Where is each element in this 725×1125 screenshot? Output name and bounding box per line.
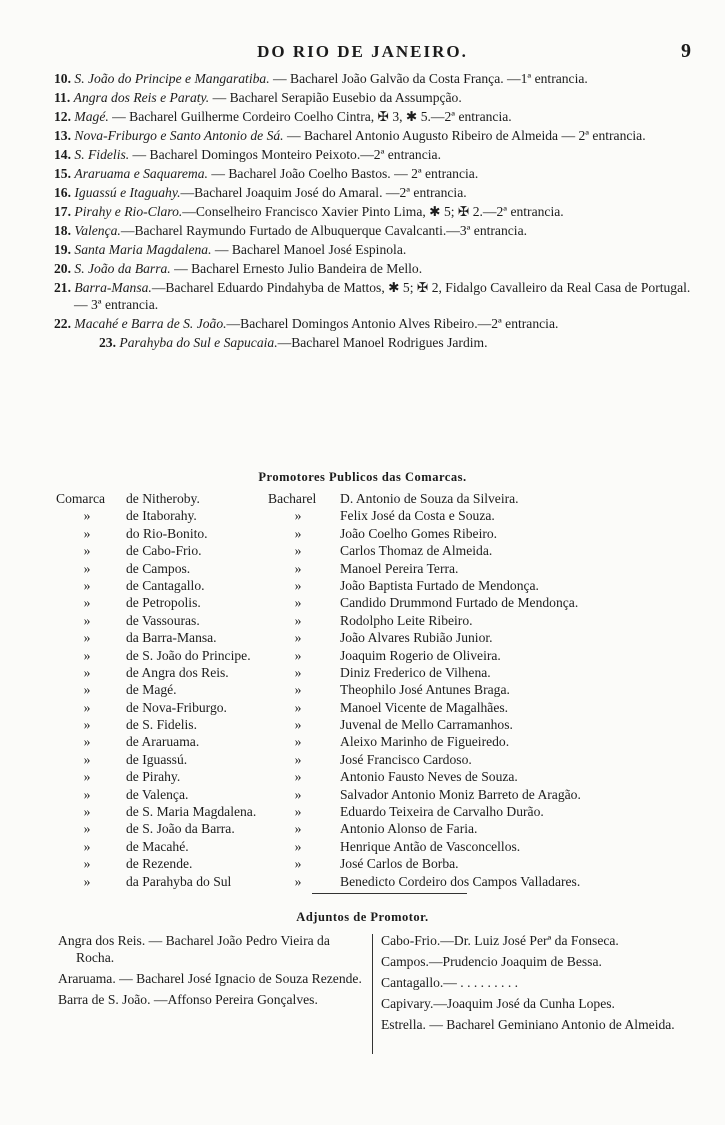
entry-item — [54, 241, 694, 258]
comarca-name: de Iguassú. — [126, 751, 188, 767]
promotor-name: Theophilo José Antunes Braga. — [340, 682, 510, 698]
ditto-mark: » — [294, 699, 302, 715]
ditto-mark: » — [294, 664, 302, 680]
table-row — [56, 716, 686, 733]
entry-item — [54, 70, 694, 87]
comarca-name: de Cantagallo. — [126, 577, 205, 593]
column-rule — [372, 934, 373, 1054]
adjunto-entry: Araruama. — Bacharel José Ignacio de Souza Rezende. — [58, 971, 362, 986]
promotor-name: Manoel Vicente de Magalhães. — [340, 699, 509, 715]
entry-item — [54, 260, 694, 277]
ditto-mark: » — [83, 612, 91, 628]
entry-number: 21. — [54, 280, 71, 295]
entry-place: Santa Maria Magdalena. — [74, 242, 212, 257]
promotor-name: Juvenal de Mello Carramanhos. — [340, 717, 513, 733]
promotor-name: Eduardo Teixeira de Carvalho Durão. — [340, 804, 544, 820]
adjunto-entry: Campos.—Prudencio Joaquim de Bessa. — [381, 954, 602, 969]
ditto-mark: » — [83, 543, 91, 559]
ditto-mark: » — [294, 577, 302, 593]
ditto-mark: » — [294, 508, 302, 524]
promotor-name: Rodolpho Leite Ribeiro. — [340, 612, 473, 628]
table-row — [56, 733, 686, 750]
entry-number: 20. — [54, 261, 71, 276]
ditto-mark: » — [294, 873, 302, 889]
entry-place: Magé. — [74, 109, 109, 124]
entry-place: Macahé e Barra de S. João. — [74, 316, 227, 331]
comarca-name: de Magé. — [126, 682, 177, 698]
entry-item — [54, 184, 694, 201]
entry-item — [54, 279, 694, 313]
promotores-table — [56, 490, 686, 890]
adjunto-entry: Cantagallo.— . . . . . . . . . — [381, 975, 519, 990]
entry-text: — Bacharel Antonio Augusto Ribeiro de Almeida — 2ª entrancia. — [283, 128, 646, 143]
table-row — [56, 629, 686, 646]
ditto-mark: » — [294, 804, 302, 820]
table-row — [56, 560, 686, 577]
comarca-name: de Araruama. — [126, 734, 200, 750]
ditto-mark: » — [83, 525, 91, 541]
ditto-mark: » — [294, 612, 302, 628]
entry-text: — Bacharel Serapião Eusebio da Assumpção. — [209, 90, 462, 105]
comarca-label: Comarca — [56, 491, 106, 506]
entry-place: Barra-Mansa. — [74, 280, 152, 295]
adjunto-entry: Cabo-Frio.—Dr. Luiz José Perª da Fonseca. — [381, 933, 619, 948]
entry-text: —Bacharel Raymundo Furtado de Albuquerque Cavalcanti.—3ª entrancia. — [120, 223, 527, 238]
entry-place: Iguassú e Itaguahy. — [74, 185, 181, 200]
promotor-name: Felix José da Costa e Souza. — [340, 508, 495, 524]
entry-place: Valença. — [74, 223, 121, 238]
table-row — [56, 612, 686, 629]
table-row — [56, 542, 686, 559]
promotor-name: Candido Drummond Furtado de Mendonça. — [340, 595, 579, 611]
comarca-name: de Itaborahy. — [126, 508, 197, 524]
entry-text: — Bacharel Domingos Monteiro Peixoto.—2ª entrancia. — [129, 147, 441, 162]
comarca-name: da Parahyba do Sul — [126, 873, 232, 889]
table-row — [56, 664, 686, 681]
adjuntos-left-column — [58, 932, 366, 1012]
ditto-mark: » — [83, 786, 91, 802]
ditto-mark: » — [83, 821, 91, 837]
ditto-mark: » — [83, 838, 91, 854]
ditto-mark: » — [83, 804, 91, 820]
comarca-name: de Campos. — [126, 560, 191, 576]
promotor-name: João Coelho Gomes Ribeiro. — [340, 525, 498, 541]
entry-text: —Bacharel Domingos Antonio Alves Ribeiro.—2ª entrancia. — [226, 316, 559, 331]
entry-number: 10. — [54, 71, 71, 86]
promotor-name: Salvador Antonio Moniz Barreto de Aragão. — [340, 786, 581, 802]
comarca-name: de Macahé. — [126, 838, 189, 854]
entry-item — [54, 165, 694, 182]
ditto-mark: » — [294, 630, 302, 646]
table-row — [56, 838, 686, 855]
ditto-mark: » — [83, 717, 91, 733]
entry-item — [54, 315, 694, 332]
ditto-mark: » — [83, 595, 91, 611]
table-row — [56, 786, 686, 803]
comarca-name: de Angra dos Reis. — [126, 664, 229, 680]
entry-number: 22. — [54, 316, 71, 331]
ditto-mark: » — [83, 856, 91, 872]
ditto-mark: » — [294, 821, 302, 837]
entry-number: 11. — [54, 90, 71, 105]
promotor-name: Joaquim Rogerio de Oliveira. — [340, 647, 501, 663]
ditto-mark: » — [294, 682, 302, 698]
entry-number: 23. — [99, 335, 116, 350]
ditto-mark: » — [294, 786, 302, 802]
table-row — [56, 647, 686, 664]
table-row — [56, 681, 686, 698]
ditto-mark: » — [83, 873, 91, 889]
adjunto-entry: Capivary.—Joaquim José da Cunha Lopes. — [381, 996, 615, 1011]
promotor-name: José Carlos de Borba. — [340, 856, 459, 872]
comarca-judges-list — [54, 70, 694, 353]
comarca-name: de Valença. — [126, 786, 189, 802]
table-row — [56, 803, 686, 820]
entry-number: 13. — [54, 128, 71, 143]
comarca-name: de Nova-Friburgo. — [126, 699, 227, 715]
entry-place: Angra dos Reis e Paraty. — [73, 90, 210, 105]
ditto-mark: » — [294, 543, 302, 559]
adjunto-entry: Barra de S. João. —Affonso Pereira Gonçalves. — [58, 992, 318, 1007]
entry-text: —Conselheiro Francisco Xavier Pinto Lima, ✱ 5; ✠ 2.—2ª entrancia. — [182, 204, 564, 219]
ditto-mark: » — [294, 734, 302, 750]
table-row — [56, 699, 686, 716]
entry-number: 18. — [54, 223, 71, 238]
table-row — [56, 490, 686, 507]
section-divider — [312, 893, 467, 894]
entry-text: —Bacharel Eduardo Pindahyba de Mattos, ✱ 5; ✠ 2, Fidalgo Cavalleiro da Real Casa de Portugal. — 3ª entrancia. — [74, 280, 691, 312]
entry-text: — Bacharel João Coelho Bastos. — 2ª entrancia. — [207, 166, 479, 181]
promotor-name: Antonio Fausto Neves de Souza. — [340, 769, 518, 785]
comarca-name: de S. Maria Magdalena. — [126, 804, 257, 820]
entry-text: — Bacharel Ernesto Julio Bandeira de Mello. — [170, 261, 423, 276]
entry-number: 17. — [54, 204, 71, 219]
ditto-mark: » — [83, 751, 91, 767]
table-row — [56, 525, 686, 542]
entry-place: S. Fidelis. — [74, 147, 130, 162]
promotor-name: Aleixo Marinho de Figueiredo. — [340, 734, 510, 750]
promotor-name: Henrique Antão de Vasconcellos. — [340, 838, 521, 854]
adjunto-entry: Estrella. — Bacharel Geminiano Antonio de Almeida. — [381, 1017, 675, 1032]
comarca-name: de S. Fidelis. — [126, 717, 197, 733]
entry-place: S. João da Barra. — [74, 261, 171, 276]
comarca-name: de S. João da Barra. — [126, 821, 235, 837]
ditto-mark: » — [294, 560, 302, 576]
entry-place: Nova-Friburgo e Santo Antonio de Sá. — [74, 128, 284, 143]
entry-place: Araruama e Saquarema. — [74, 166, 208, 181]
entry-item — [54, 146, 694, 163]
ditto-mark: » — [294, 647, 302, 663]
promotor-name: João Baptista Furtado de Mendonça. — [340, 577, 539, 593]
comarca-name: da Barra-Mansa. — [126, 630, 217, 646]
ditto-mark: » — [83, 734, 91, 750]
entry-place: Pirahy e Rio-Claro. — [74, 204, 183, 219]
entry-number: 16. — [54, 185, 71, 200]
ditto-mark: » — [83, 647, 91, 663]
entry-number: 14. — [54, 147, 71, 162]
promotor-name: Antonio Alonso de Faria. — [340, 821, 478, 837]
entry-item — [54, 89, 694, 106]
promotor-name: Benedicto Cordeiro dos Campos Valladares. — [340, 873, 581, 889]
ditto-mark: » — [294, 525, 302, 541]
table-row — [56, 751, 686, 768]
promotores-heading: Promotores Publicos das Comarcas. — [258, 470, 467, 484]
comarca-name: de Pirahy. — [126, 769, 181, 785]
page-header — [0, 36, 725, 66]
table-row — [56, 873, 686, 890]
ditto-mark: » — [83, 577, 91, 593]
promotor-name: D. Antonio de Souza da Silveira. — [340, 491, 519, 506]
table-row — [56, 594, 686, 611]
entry-place: S. João do Principe e Mangaratiba. — [74, 71, 270, 86]
entry-item — [54, 222, 694, 239]
entry-place: Parahyba do Sul e Sapucaia. — [119, 335, 278, 350]
ditto-mark: » — [83, 699, 91, 715]
table-row — [56, 577, 686, 594]
comarca-name: de S. João do Principe. — [126, 647, 251, 663]
entry-text: —Bacharel Manoel Rodrigues Jardim. — [277, 335, 488, 350]
adjuntos-heading: Adjuntos de Promotor. — [296, 910, 429, 924]
comarca-name: de Rezende. — [126, 856, 193, 872]
entry-number: 15. — [54, 166, 71, 181]
page-number: 9 — [681, 40, 691, 62]
entry-text: —Bacharel Joaquim José do Amaral. —2ª entrancia. — [180, 185, 467, 200]
entry-item — [54, 127, 694, 144]
ditto-mark: » — [294, 595, 302, 611]
ditto-mark: » — [294, 717, 302, 733]
promotor-name: João Alvares Rubião Junior. — [340, 630, 493, 646]
promotor-name: Diniz Frederico de Vilhena. — [340, 664, 491, 680]
entry-number: 19. — [54, 242, 71, 257]
adjuntos-right-column — [378, 932, 697, 1037]
promotor-name: Manoel Pereira Terra. — [340, 560, 459, 576]
entry-text: — Bacharel Manoel José Espinola. — [211, 242, 407, 257]
entry-item — [54, 334, 694, 351]
ditto-mark: » — [294, 769, 302, 785]
comarca-name: do Rio-Bonito. — [126, 525, 208, 541]
ditto-mark: » — [294, 751, 302, 767]
comarca-name: de Nitheroby. — [126, 491, 200, 506]
running-title: DO RIO DE JANEIRO. — [257, 42, 468, 61]
promotor-name: José Francisco Cardoso. — [340, 751, 472, 767]
comarca-name: de Cabo-Frio. — [126, 543, 202, 559]
entry-text: — Bacharel João Galvão da Costa França. —1ª entrancia. — [269, 71, 588, 86]
table-row — [56, 855, 686, 872]
ditto-mark: » — [83, 508, 91, 524]
ditto-mark: » — [83, 630, 91, 646]
ditto-mark: » — [83, 682, 91, 698]
table-row — [56, 768, 686, 785]
entry-text: — Bacharel Guilherme Cordeiro Coelho Cintra, ✠ 3, ✱ 5.—2ª entrancia. — [108, 109, 512, 124]
comarca-name: de Vassouras. — [126, 612, 200, 628]
entry-number: 12. — [54, 109, 71, 124]
ditto-mark: » — [83, 769, 91, 785]
comarca-name: de Petropolis. — [126, 595, 201, 611]
ditto-mark: » — [294, 838, 302, 854]
ditto-mark: » — [83, 664, 91, 680]
title-label: Bacharel — [268, 491, 317, 506]
ditto-mark: » — [294, 856, 302, 872]
table-row — [56, 507, 686, 524]
entry-item — [54, 108, 694, 125]
entry-item — [54, 203, 694, 220]
promotor-name: Carlos Thomaz de Almeida. — [340, 543, 493, 559]
ditto-mark: » — [83, 560, 91, 576]
adjunto-entry: Angra dos Reis. — Bacharel João Pedro Vieira da Rocha. — [58, 933, 330, 965]
table-row — [56, 820, 686, 837]
